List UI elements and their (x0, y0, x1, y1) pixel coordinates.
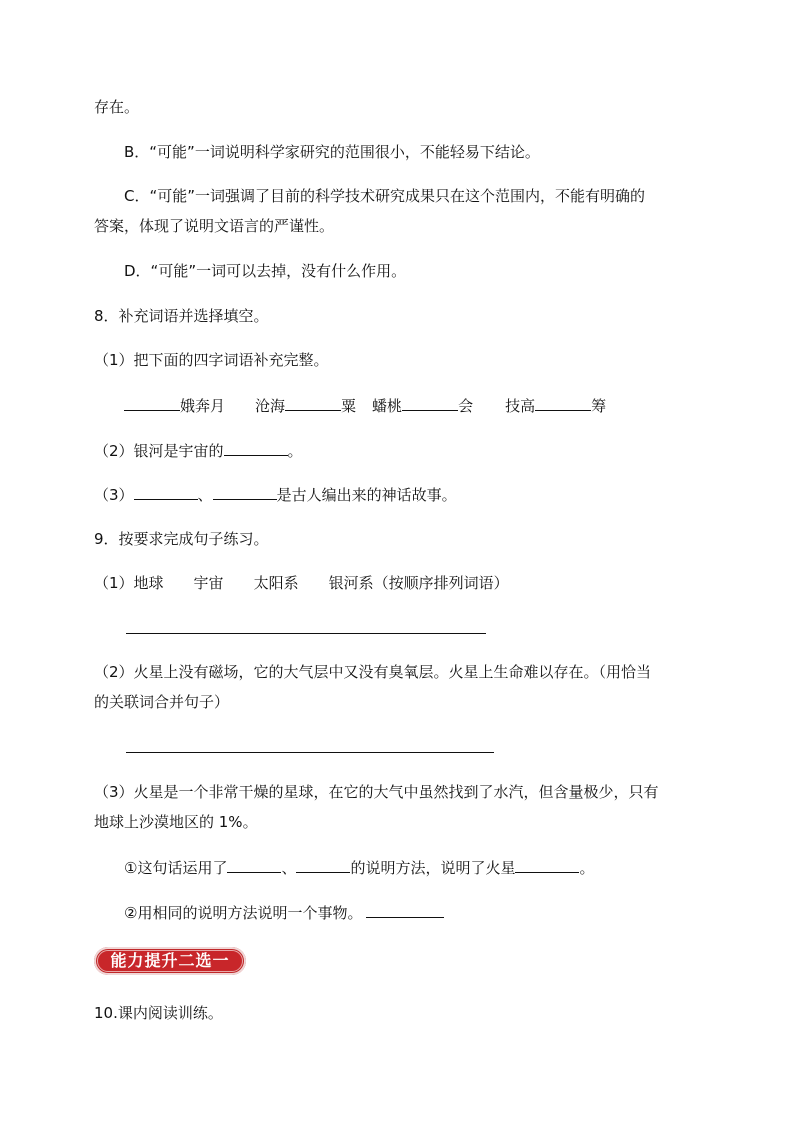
q9-sub3-line1: （3）火星是一个非常干燥的星球，在它的大气中虽然找到了水汽，但含量极少，只有 (94, 783, 659, 801)
q8-sub2-suffix: 。 (287, 442, 303, 460)
q8-word-row (124, 395, 606, 416)
q8-sub3-prefix: （3） (94, 486, 134, 504)
word-2-after: 粟 (341, 397, 357, 415)
q9-sub2-line1: （2）火星上没有磁场，它的大气层中又没有臭氧层。火星上生命难以存在。（用恰当 (94, 663, 652, 681)
q8-sub1: （1）把下面的四字词语补充完整。 (94, 351, 329, 369)
q9-sub3-a-mid: 、 (281, 859, 297, 877)
q8-sub3 (94, 484, 457, 505)
q8-sub2 (94, 440, 303, 461)
word-3-before: 蟠桃 (372, 397, 403, 415)
word-1-after: 娥奔月 (180, 397, 226, 415)
q9-title: 9．按要求完成句子练习。 (94, 530, 269, 548)
blank-word-2[interactable] (285, 395, 341, 411)
q8-sub2-prefix: （2）银河是宇宙的 (94, 442, 224, 460)
blank-word-3[interactable] (402, 395, 458, 411)
q9-sub3-a-prefix: ①这句话运用了 (124, 859, 228, 877)
q9-sub3-b-text: ②用相同的说明方法说明一个事物。 (124, 904, 363, 922)
blank-myth-2[interactable] (213, 484, 277, 500)
q10-title: 10.课内阅读训练。 (94, 1004, 223, 1022)
blank-galaxy[interactable] (224, 440, 288, 456)
blank-example[interactable] (366, 902, 444, 918)
q9-sub1 (94, 573, 509, 593)
word-3-after: 会 (458, 397, 474, 415)
word-4-before: 技高 (505, 397, 536, 415)
blank-myth-1[interactable] (134, 484, 198, 500)
section-badge-label: 能力提升二选一 (110, 951, 230, 970)
q7-tail: 存在。 (94, 98, 140, 116)
q9-sub3-b (124, 902, 444, 923)
q9-sub2-line2: 的关联词合并句子） (94, 693, 230, 711)
q9-word-2: 宇宙 (193, 574, 224, 592)
q8-title: 8．补充词语并选择填空。 (94, 307, 269, 325)
q9-sub3-a-suffix: 。 (579, 859, 595, 877)
word-2-before: 沧海 (255, 397, 286, 415)
word-4-after: 筹 (591, 397, 607, 415)
q7-option-b: B．“可能”一词说明科学家研究的范围很小，不能轻易下结论。 (124, 143, 540, 161)
q8-sub3-suffix: 是古人编出来的神话故事。 (276, 486, 457, 504)
q9-sub2-answer-line[interactable] (126, 752, 494, 753)
q7-option-d: D．“可能”一词可以去掉，没有什么作用。 (124, 262, 407, 280)
blank-mars[interactable] (515, 857, 579, 873)
blank-method-2[interactable] (296, 857, 350, 873)
q9-word-4: 银河系（按顺序排列词语） (328, 574, 509, 592)
blank-method-1[interactable] (227, 857, 281, 873)
q8-sub3-mid: 、 (197, 486, 213, 504)
section-badge (94, 947, 246, 975)
blank-word-4[interactable] (535, 395, 591, 411)
q7-option-c: C．“可能”一词强调了目前的科学技术研究成果只在这个范围内，不能有明确的 (124, 187, 646, 205)
blank-word-1[interactable] (124, 395, 180, 411)
q9-word-3: 太阳系 (253, 574, 299, 592)
q9-sub3-line2: 地球上沙漠地区的 1%。 (94, 813, 258, 831)
q9-word-1: （1）地球 (94, 574, 164, 592)
q9-sub3-a (124, 857, 595, 878)
q9-sub1-answer-line[interactable] (126, 633, 486, 634)
q9-sub3-a-mid2: 的说明方法，说明了火星 (350, 859, 516, 877)
q7-option-c-cont: 答案，体现了说明文语言的严谨性。 (94, 217, 335, 235)
